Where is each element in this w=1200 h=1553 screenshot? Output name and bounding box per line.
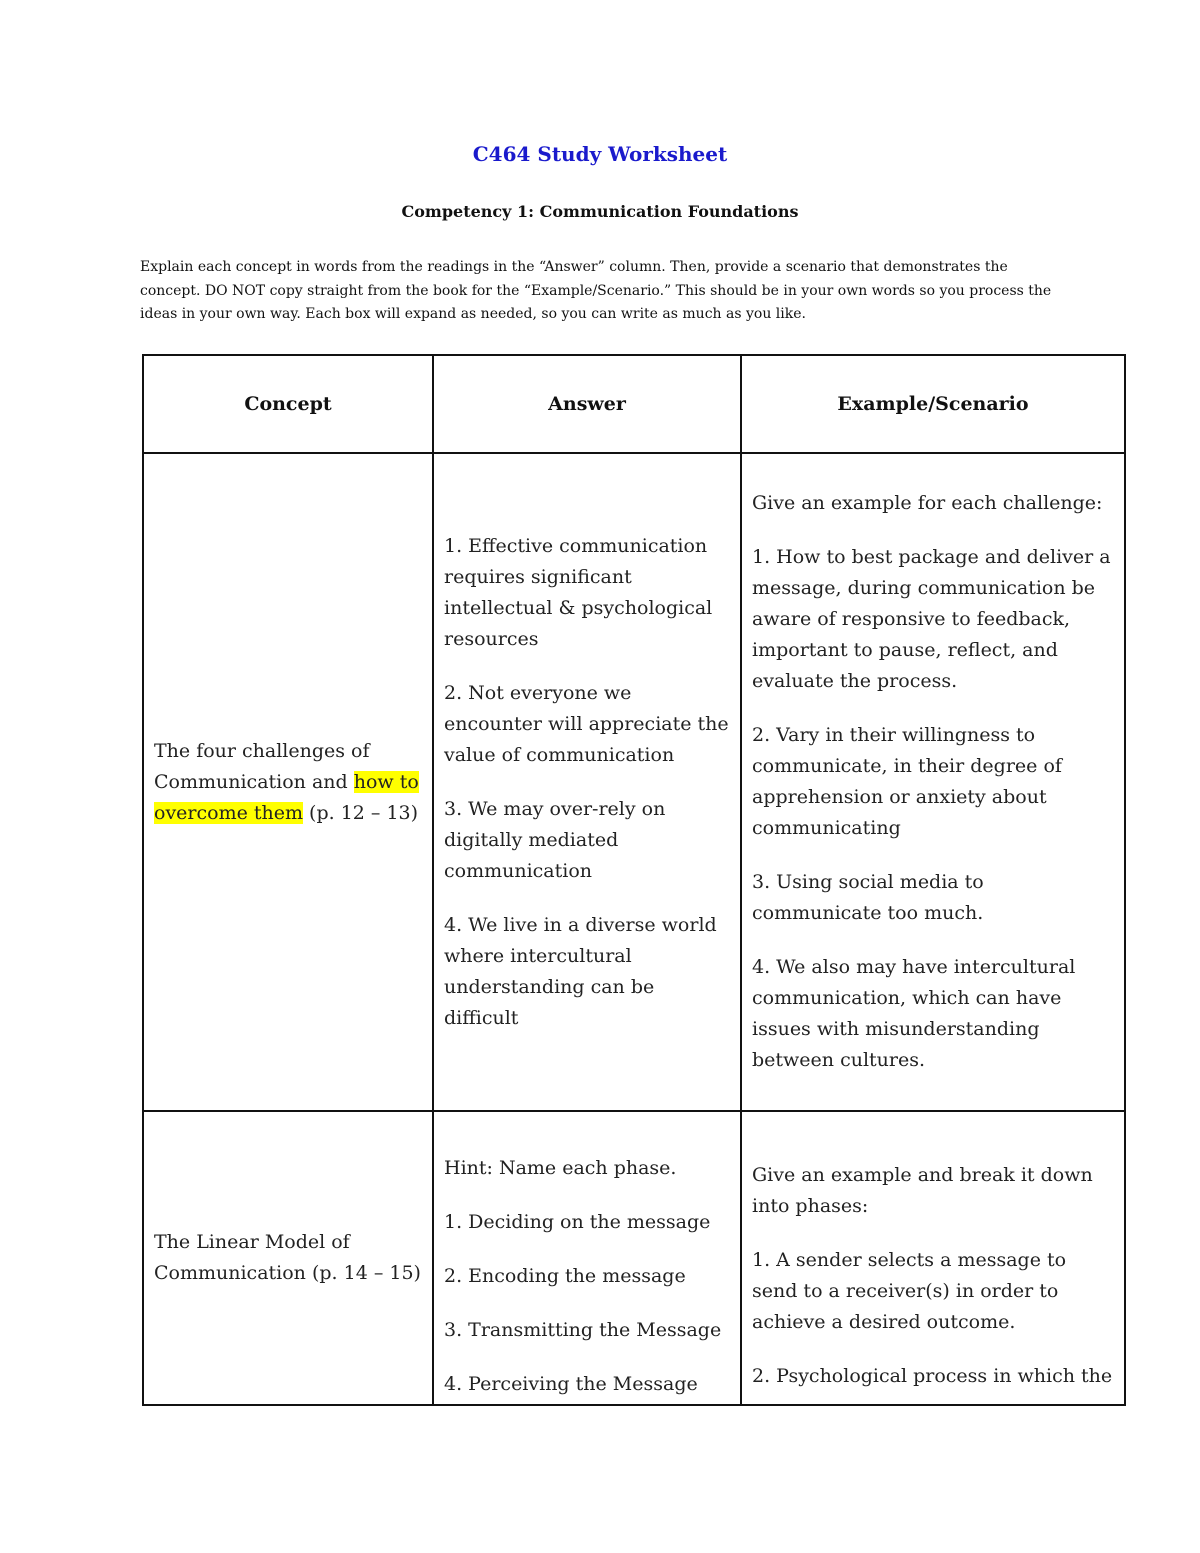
answer-item: 4. Perceiving the Message xyxy=(444,1372,698,1395)
answer-item: 3. Transmitting the Message xyxy=(444,1318,722,1341)
concept-text-page-ref: (p. 12 – 13) xyxy=(303,801,419,824)
worksheet-title: C464 Study Worksheet xyxy=(472,142,728,166)
concept-cell[interactable] xyxy=(143,453,433,1111)
highlighted-text: how to overcome them xyxy=(154,770,419,824)
competency-heading: Competency 1: Communication Foundations xyxy=(401,202,799,221)
example-item: 4. We also may have intercultural communication, which can have issues with misunderstanding between cultures. xyxy=(752,956,1076,1071)
header-answer: Answer xyxy=(433,355,741,453)
instructions-paragraph: Explain each concept in words from the readings in the “Answer” column. Then, provide a scenario that demonstrates the concept. DO NOT copy straight from the book for the “Example/Scenario.” This should be in your own words so you process the ideas in your own way. Each box will expand as needed, so you can write as much as you like. xyxy=(140,259,1052,322)
table-row xyxy=(143,453,1125,1111)
header-concept: Concept xyxy=(143,355,433,453)
example-item: 1. A sender selects a message to send to a receiver(s) in order to achieve a desired outcome. xyxy=(752,1249,1067,1333)
answer-item: 2. Encoding the message xyxy=(444,1264,686,1287)
concept-cell[interactable] xyxy=(143,1111,433,1405)
example-prompt: Give an example and break it down into phases: xyxy=(752,1164,1093,1217)
concept-text: The four challenges of Communication and xyxy=(154,739,370,793)
table-row xyxy=(143,1111,1125,1405)
header-example-scenario: Example/Scenario xyxy=(741,355,1125,453)
answer-item: 1. Deciding on the message xyxy=(444,1210,711,1233)
example-item: 2. Vary in their willingness to communicate, in their degree of apprehension or anxiety about communicating xyxy=(752,724,1062,839)
concept-text: The Linear Model of Communication (p. 14 – 15) xyxy=(154,1231,421,1284)
answer-item: 3. We may over-rely on digitally mediated communication xyxy=(444,797,666,882)
answer-cell[interactable] xyxy=(433,1111,741,1405)
example-cell[interactable] xyxy=(741,453,1125,1111)
example-prompt: Give an example for each challenge: xyxy=(752,492,1103,514)
answer-hint: Hint: Name each phase. xyxy=(444,1156,677,1179)
table-header-row xyxy=(143,355,1125,453)
example-item: 3. Using social media to communicate too much. xyxy=(752,871,984,924)
answer-item: 2. Not everyone we encounter will appreciate the value of communication xyxy=(444,681,729,766)
example-item: 1. How to best package and deliver a message, during communication be aware of responsive to feedback, important to pause, reflect, and evaluate the process. xyxy=(752,546,1111,692)
answer-cell[interactable] xyxy=(433,453,741,1111)
example-item: 2. Psychological process in which the xyxy=(752,1365,1113,1387)
answer-item: 4. We live in a diverse world where intercultural understanding can be difficult xyxy=(444,913,717,1029)
example-cell[interactable] xyxy=(741,1111,1125,1405)
worksheet-table xyxy=(142,354,1126,1406)
answer-item: 1. Effective communication requires significant intellectual & psychological resources xyxy=(444,534,713,650)
